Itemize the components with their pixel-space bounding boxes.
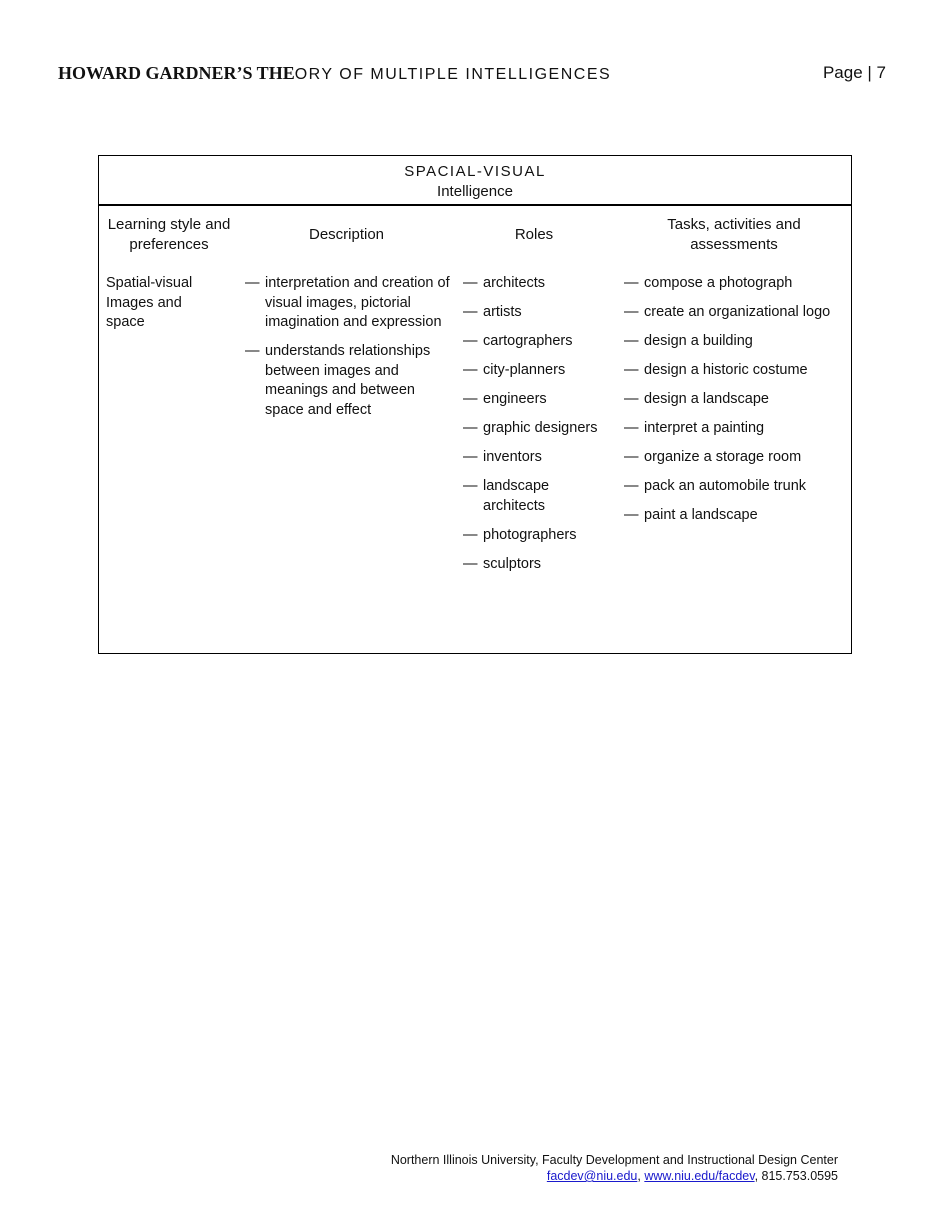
dash-bullet-icon: — — [463, 449, 478, 465]
list-item-text: cartographers — [483, 333, 573, 349]
list-item — [624, 506, 854, 526]
list-item — [624, 390, 854, 410]
footer-separator: , — [754, 1169, 762, 1183]
list-item — [463, 477, 613, 516]
footer-email-link[interactable]: facdev@niu.edu — [546, 1169, 638, 1183]
list-item — [463, 274, 613, 294]
table-title — [99, 162, 851, 202]
list-item-text: sculptors — [483, 555, 542, 572]
dash-bullet-icon: — — [463, 526, 478, 543]
column-header-description: Description — [308, 226, 385, 243]
learning-style-line: Images and — [106, 294, 182, 311]
learning-style-cell — [106, 274, 226, 333]
list-item — [624, 303, 854, 323]
list-item — [624, 448, 854, 468]
list-item-text: graphic designers — [483, 420, 598, 436]
dash-bullet-icon: — — [624, 391, 639, 407]
intelligence-table — [98, 155, 852, 654]
list-item-text: paint a landscape — [644, 507, 758, 523]
list-item-text: understands relationships between images and meanings and between space and effect — [265, 343, 431, 418]
list-item-text: pack an automobile trunk — [644, 478, 807, 494]
list-item — [245, 342, 450, 420]
list-item-text: organize a storage room — [644, 449, 802, 465]
list-item — [463, 332, 613, 352]
list-item — [463, 419, 613, 439]
list-item — [463, 390, 613, 410]
list-item-text: compose a photograph — [644, 275, 793, 291]
dash-bullet-icon: — — [624, 507, 639, 523]
dash-bullet-icon: — — [463, 420, 478, 436]
footer — [391, 1152, 838, 1184]
list-item — [624, 274, 854, 294]
dash-bullet-icon: — — [624, 420, 639, 436]
list-item — [463, 448, 613, 468]
list-item — [463, 303, 613, 323]
footer-website-link[interactable]: www.niu.edu/facdev — [644, 1169, 755, 1183]
list-item-text: design a historic costume — [644, 362, 808, 378]
dash-bullet-icon: — — [624, 362, 639, 378]
list-item-text: artists — [483, 304, 522, 320]
list-item — [624, 477, 854, 497]
running-header — [58, 63, 611, 84]
list-item-text: landscape architects — [483, 478, 550, 514]
dash-bullet-icon: — — [463, 391, 478, 407]
dash-bullet-icon: — — [624, 478, 639, 494]
page-number: Page | 7 — [822, 63, 886, 82]
dash-bullet-icon: — — [245, 343, 260, 359]
list-item-text: design a building — [644, 333, 753, 349]
tasks-list — [624, 274, 854, 535]
dash-bullet-icon: — — [463, 304, 478, 320]
list-item-text: inventors — [483, 449, 542, 465]
list-item — [624, 419, 854, 439]
list-item-text: design a landscape — [644, 391, 769, 407]
footer-institution: Northern Illinois University, Faculty Development and Instructional Design Center — [390, 1153, 838, 1167]
dash-bullet-icon: — — [624, 333, 639, 349]
dash-bullet-icon: — — [463, 333, 478, 349]
header-title-rest: ORY OF MULTIPLE INTELLIGENCES — [294, 66, 612, 83]
list-item — [624, 332, 854, 352]
column-header-roles: Roles — [514, 226, 554, 243]
learning-style-line: space — [106, 314, 145, 330]
table-title-line2: Intelligence — [437, 183, 513, 200]
dash-bullet-icon: — — [463, 478, 478, 494]
dash-bullet-icon: — — [463, 555, 478, 572]
footer-phone: 815.753.0595 — [761, 1169, 838, 1183]
learning-style-line: Spatial-visual — [106, 275, 193, 291]
list-item — [463, 526, 613, 546]
column-header-learning-style: Learning style and preferences — [107, 216, 231, 253]
dash-bullet-icon: — — [245, 275, 260, 291]
list-item-text: create an organizational logo — [644, 304, 831, 320]
dash-bullet-icon: — — [463, 275, 478, 291]
list-item-text: interpret a painting — [644, 420, 765, 436]
dash-bullet-icon: — — [463, 362, 478, 378]
list-item — [624, 361, 854, 381]
dash-bullet-icon: — — [624, 275, 639, 291]
list-item — [245, 274, 450, 333]
description-list — [245, 274, 450, 430]
header-title-bold: HOWARD GARDNER’S THE — [58, 63, 295, 83]
dash-bullet-icon: — — [624, 449, 639, 465]
list-item — [463, 361, 613, 381]
list-item-text: interpretation and creation of visual images, pictorial imagination and expression — [265, 275, 450, 330]
header-divider — [99, 204, 851, 206]
column-header-tasks: Tasks, activities and assessments — [667, 216, 801, 253]
table-title-line1: SPACIAL-VISUAL — [404, 163, 546, 180]
list-item-text: architects — [483, 275, 546, 291]
footer-separator: , — [637, 1169, 645, 1183]
roles-list — [463, 274, 613, 584]
list-item — [463, 555, 613, 575]
list-item-text: engineers — [483, 391, 547, 407]
list-item-text: city-planners — [483, 362, 566, 378]
dash-bullet-icon: — — [624, 304, 639, 320]
list-item-text: photographers — [483, 526, 577, 543]
